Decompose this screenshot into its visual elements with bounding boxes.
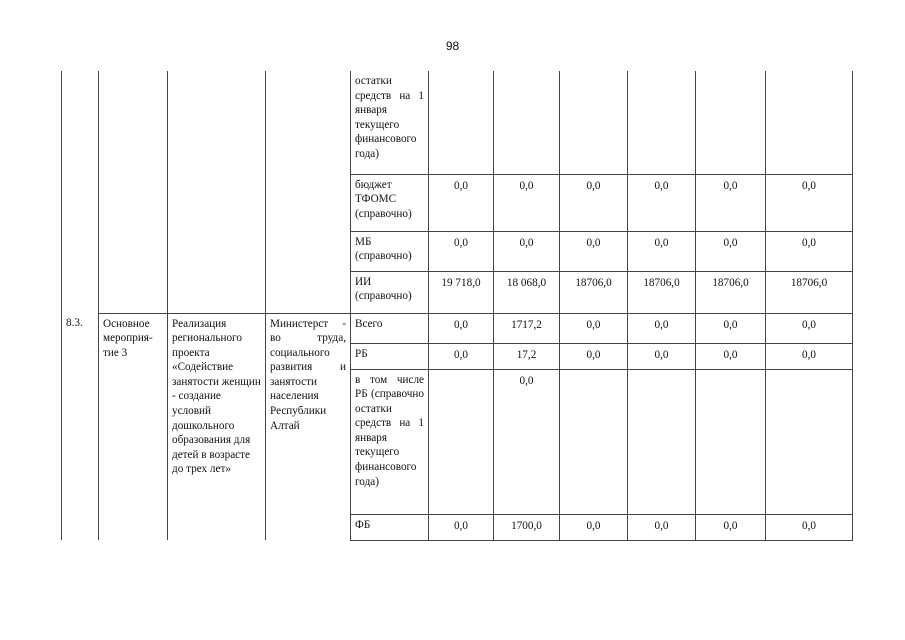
value-cell: 18706,0: [766, 271, 853, 313]
value-cell: 0,0: [696, 514, 766, 540]
source-cell: остатки средств на 1 января текущего финансового года): [351, 71, 429, 174]
value-cell: 18 068,0: [494, 271, 560, 313]
value-cell: 0,0: [766, 514, 853, 540]
value-cell: 0,0: [766, 231, 853, 271]
value-cell: 0,0: [560, 231, 628, 271]
value-cell: 19 718,0: [429, 271, 494, 313]
value-cell: [628, 71, 696, 174]
page-number: 98: [445, 39, 460, 53]
value-cell: 0,0: [560, 313, 628, 343]
value-cell: 0,0: [696, 231, 766, 271]
value-cell: [696, 71, 766, 174]
value-cell: 0,0: [560, 343, 628, 369]
value-cell: 0,0: [494, 231, 560, 271]
source-cell: Всего: [351, 313, 429, 343]
value-cell: [696, 369, 766, 514]
value-cell: 0,0: [429, 231, 494, 271]
value-cell: 0,0: [628, 343, 696, 369]
value-cell: 0,0: [628, 231, 696, 271]
number-cell-blank: [62, 71, 99, 313]
source-cell: МБ (справочно): [351, 231, 429, 271]
value-cell: 0,0: [696, 174, 766, 231]
activity-executor: Министерст - во труда, социального развития и занятости населения Республики Алтай: [266, 313, 351, 540]
value-cell: 0,0: [696, 343, 766, 369]
value-cell: 0,0: [429, 514, 494, 540]
value-cell: 0,0: [766, 313, 853, 343]
value-cell: [560, 71, 628, 174]
value-cell: 0,0: [494, 369, 560, 514]
value-cell: 0,0: [696, 313, 766, 343]
value-cell: 0,0: [628, 313, 696, 343]
table-row: [62, 313, 853, 343]
name-cell-blank: [168, 71, 266, 313]
value-cell: 0,0: [628, 514, 696, 540]
value-cell: 0,0: [766, 174, 853, 231]
value-cell: [429, 71, 494, 174]
value-cell: [494, 71, 560, 174]
budget-table: [61, 71, 853, 541]
activity-number: 8.3.: [62, 313, 99, 540]
value-cell: 18706,0: [628, 271, 696, 313]
source-cell: в том числе РБ (справочно остатки средств на 1 января текущего финансового года): [351, 369, 429, 514]
value-cell: 0,0: [560, 174, 628, 231]
value-cell: [429, 369, 494, 514]
value-cell: 0,0: [494, 174, 560, 231]
type-cell-blank: [99, 71, 168, 313]
value-cell: 0,0: [429, 343, 494, 369]
value-cell: 1700,0: [494, 514, 560, 540]
value-cell: 17,2: [494, 343, 560, 369]
activity-type: Основное мероприя-тие 3: [99, 313, 168, 540]
value-cell: [766, 71, 853, 174]
value-cell: 0,0: [766, 343, 853, 369]
table-row: [62, 71, 853, 174]
value-cell: [628, 369, 696, 514]
value-cell: 0,0: [429, 313, 494, 343]
value-cell: 1717,2: [494, 313, 560, 343]
source-cell: бюджет ТФОМС (справочно): [351, 174, 429, 231]
executor-cell-blank: [266, 71, 351, 313]
value-cell: 0,0: [628, 174, 696, 231]
source-cell: ИИ (справочно): [351, 271, 429, 313]
value-cell: [560, 369, 628, 514]
source-cell: РБ: [351, 343, 429, 369]
activity-name: Реализация регионального проекта «Содействие занятости женщин - создание условий дошкольного образования для детей в возрасте до трех лет»: [168, 313, 266, 540]
source-cell: ФБ: [351, 514, 429, 540]
value-cell: 0,0: [429, 174, 494, 231]
value-cell: [766, 369, 853, 514]
value-cell: 18706,0: [560, 271, 628, 313]
value-cell: 0,0: [560, 514, 628, 540]
value-cell: 18706,0: [696, 271, 766, 313]
